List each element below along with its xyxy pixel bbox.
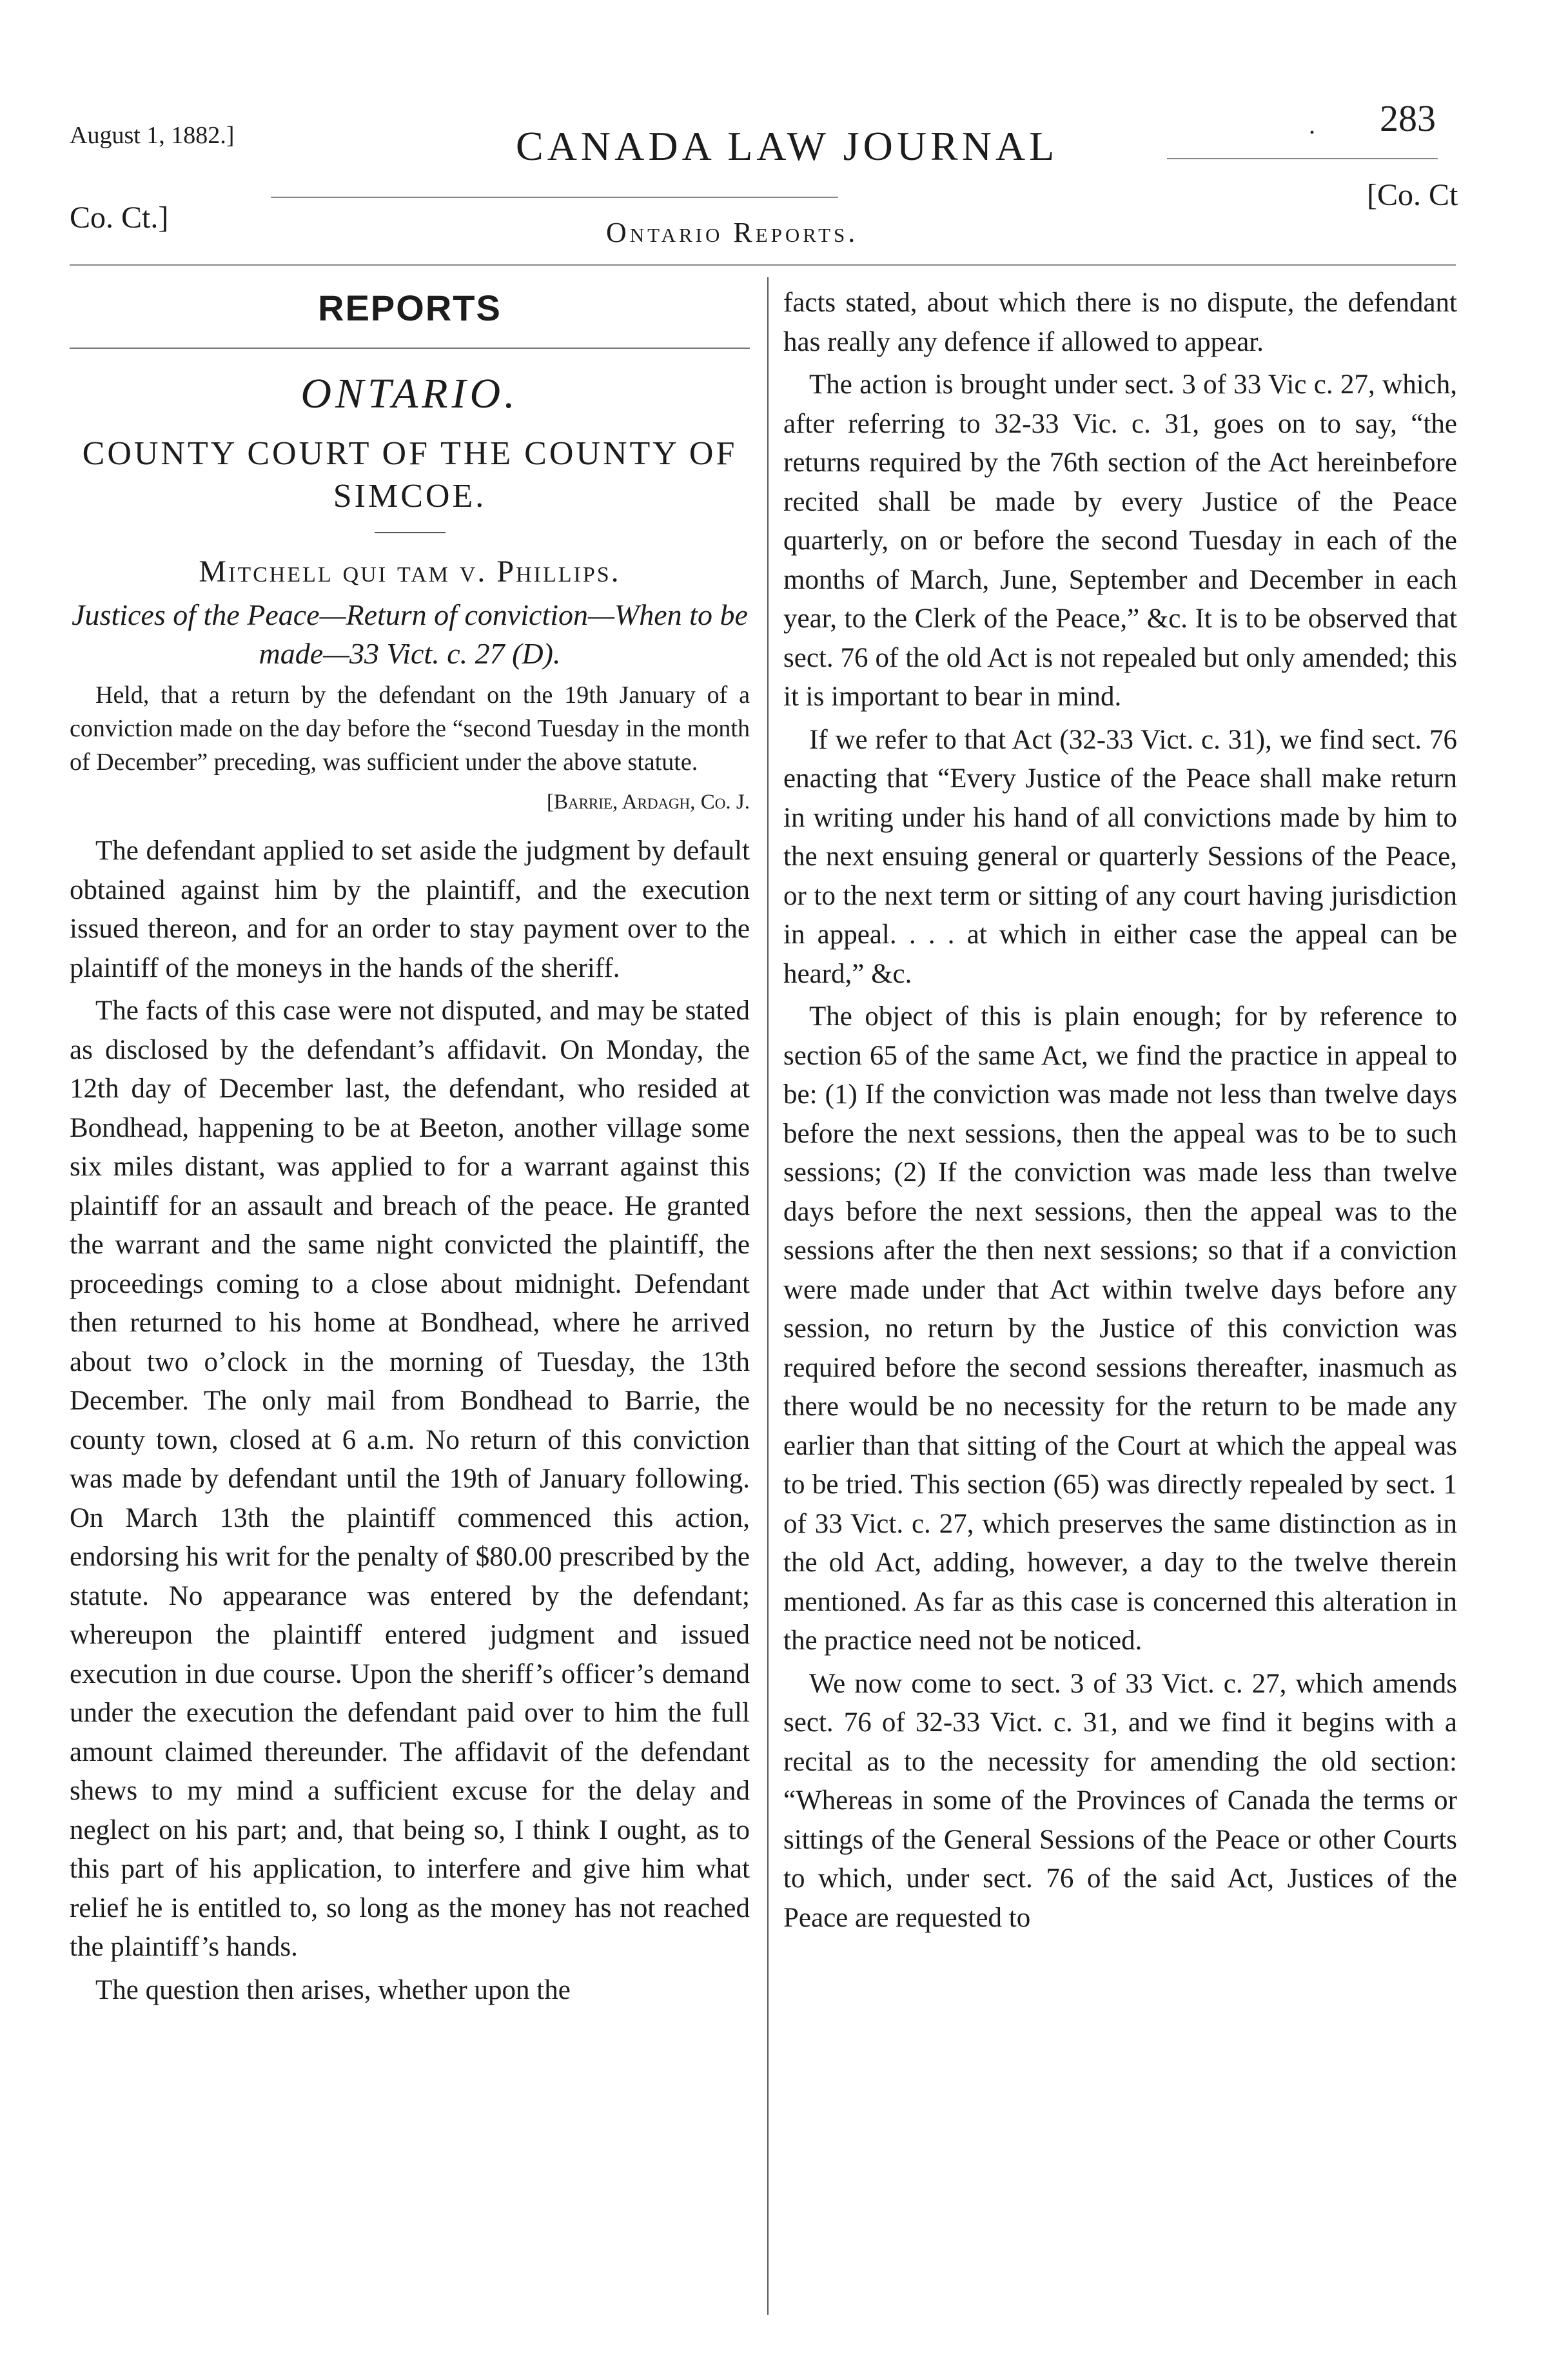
left-column: [70, 284, 750, 2014]
paragraph: We now come to sect. 3 of 33 Vict. c. 27, which amends sect. 76 of 32-33 Vict. c. 31, and we find it begins with a recital as to the necessity for amending the old section: “Whereas in some of the Provinces of Canada the terms or sittings of the General Sessions of the Peace or other Courts to which, under sect. 76 of the said Act, Justices of the Peace are requested to: [783, 1668, 1457, 1933]
paragraph: The defendant applied to set aside the judgment by default obtained against him by the plaintiff, and the execution issued thereon, and for an order to stay payment over to the plaintiff of the moneys in the hands of the sheriff.: [70, 836, 750, 983]
journal-title: CANADA LAW JOURNAL: [516, 123, 1059, 169]
header-rule-left: [271, 197, 838, 198]
header-dot: .: [1309, 110, 1315, 139]
paragraph: The facts of this case were not disputed, and may be stated as disclosed by the defendant’s affidavit. On Monday, the 12th day of December last, the defendant, who resided at Bondhead, happening to be at Beeton, another village some six miles distant, was applied to for a warrant against this plaintiff for an assault and breach of the peace. He granted the warrant and the same night convicted the plaintiff, the proceedings coming to a close about midnight. Defendant then returned to his home at Bondhead, where he arrived about two o’clock in the morning of Tuesday, the 13th December. The only mail from Bondhead to Barrie, the county town, closed at 6 a.m. No return of this conviction was made by defendant until the 19th of January following. On March 13th the plaintiff commenced this action, endorsing his writ for the penalty of $80.00 prescribed by the statute. No appearance was entered by the defendant; whereupon the plaintiff entered judgment and issued execution in due course. Upon the sheriff’s officer’s demand under the execution the defendant paid over to him the full amount claimed thereunder. The affidavit of the defendant shews to my mind a sufficient excuse for the delay and neglect on his part; and, that being so, I think I ought, as to this part of his application, to interfere and give him what relief he is entitled to, so long as the money has not reached the plaintiff’s hands.: [70, 996, 750, 1962]
reports-rule: [70, 348, 750, 349]
province-heading: ONTARIO.: [300, 369, 519, 417]
page-header: [0, 0, 1568, 271]
issue-date: August 1, 1882.]: [70, 122, 235, 149]
headnote-title: Justices of the Peace—Return of conviction—When to be made—33 Vict. c. 27 (D).: [72, 598, 748, 670]
paragraph: If we refer to that Act (32-33 Vict. c. 31), we find sect. 76 enacting that “Every Justice of the Peace shall make return in writing under his hand of all convictions made by him to the next ensuing general or quarterly Sessions of the Peace, or to the next term or sitting of any court having jurisdiction in appeal. . . . at which in either case the appeal can be heard,” &c.: [783, 724, 1457, 989]
court-label-right: [Co. Ct: [1367, 178, 1458, 212]
court-rule: [375, 532, 446, 533]
column-divider: [767, 277, 769, 2315]
court-label-left: Co. Ct.]: [70, 201, 169, 235]
case-name: Mitchell qui tam v. Phillips.: [199, 555, 621, 589]
paragraph: The action is brought under sect. 3 of 33 Vic c. 27, which, after referring to 32-33 Vic. c. 31, goes on to say, “the returns required by the 76th section of the Act hereinbefore recited shall be made by every Justice of the Peace quarterly, on or before the second Tuesday in each of the months of March, June, September and December in each year, to the Clerk of the Peace,” &c. It is to be observed that sect. 76 of the old Act is not repealed but only amended; this it is important to bear in mind.: [783, 369, 1457, 712]
page-number: 283: [1380, 97, 1436, 139]
paragraph: The object of this is plain enough; for by reference to section 65 of the same Act, we find the practice in appeal to be: (1) If the conviction was made not less than twelve days before the next sessions, then the appeal was to be to such sessions; (2) If the conviction was made less than twelve days before the next sessions, then the appeal was to the sessions after the then next sessions; so that if a conviction were made under that Act within twelve days before any session, no return by the Justice of this conviction was required before the second sessions thereafter, inasmuch as there would be no necessity for the return to be made any earlier than that sitting of the Court at which the appeal was to be tried. This section (65) was directly repealed by sect. 1 of 33 Vict. c. 27, which preserves the same distinction as in the old Act, adding, however, a day to the twelve therein mentioned. As far as this case is concerned this alteration in the practice need not be noticed.: [783, 1001, 1457, 1656]
paragraph: facts stated, about which there is no dispute, the defendant has really any defence if allowed to appear.: [783, 288, 1457, 357]
right-column: [783, 284, 1457, 1941]
reports-heading: REPORTS: [318, 288, 502, 328]
header-rule-right: [1167, 158, 1438, 159]
header-rule-bottom: [70, 264, 1456, 266]
section-title: Ontario Reports.: [606, 217, 859, 248]
holding-text: Held, that a return by the defendant on the 19th January of a conviction made on the day before the “second Tuesday in the month of December” preceding, was sufficient under the above statute.: [70, 681, 750, 776]
paragraph: The question then arises, whether upon the: [95, 1974, 571, 2005]
court-attribution: [Barrie, Ardagh, Co. J.: [546, 790, 750, 814]
court-heading: COUNTY COURT OF THE COUNTY OF SIMCOE.: [82, 435, 738, 515]
